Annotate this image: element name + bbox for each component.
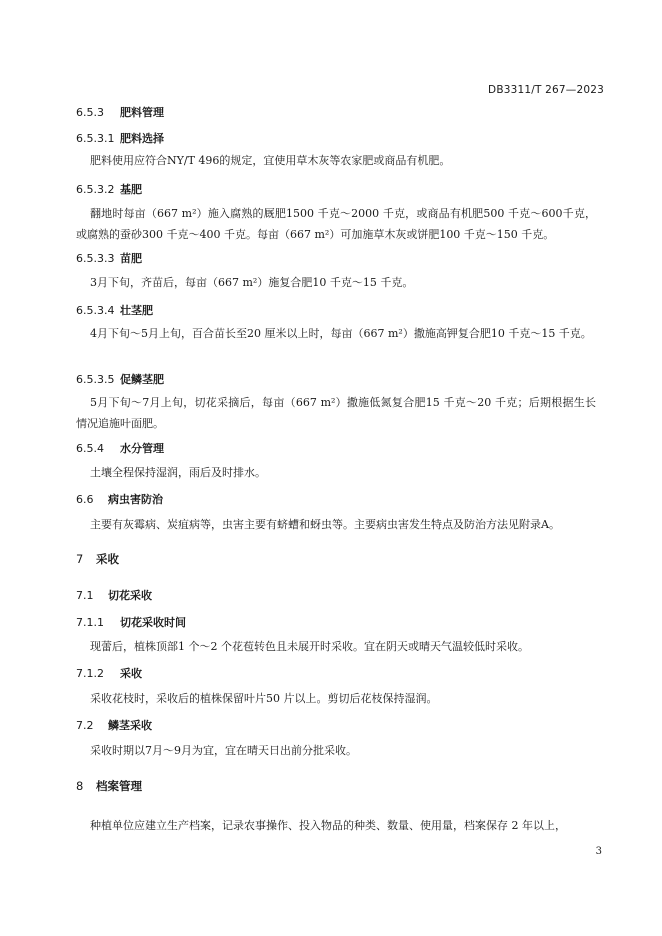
paragraph-pest-control: 主要有灰霉病、炭疽病等，虫害主要有蛴螬和蚜虫等。主要病虫害发生特点及防治方法见附录A。 bbox=[90, 518, 560, 531]
paragraph-stem-fertilizer: 4月下旬～5月上旬，百合苗长至20 厘米以上时，每亩（667 m²）撒施高钾复合肥10 千克～15 千克。 bbox=[90, 327, 592, 340]
section-title: 壮茎肥 bbox=[120, 304, 153, 317]
section-heading-7-1-2 bbox=[76, 665, 142, 681]
section-number: 7 bbox=[76, 552, 84, 566]
section-title: 档案管理 bbox=[96, 779, 142, 793]
section-number: 6.5.3.5 bbox=[76, 373, 115, 386]
section-heading-7-2 bbox=[76, 717, 152, 733]
paragraph-harvest-timing: 现蕾后，植株顶部1 个～2 个花苞转色且未展开时采收。宜在阴天或晴天气温较低时采收。 bbox=[90, 640, 529, 653]
section-number: 8 bbox=[76, 779, 84, 793]
section-heading-6-5-3-1 bbox=[76, 130, 164, 146]
section-number: 6.5.3.1 bbox=[76, 132, 115, 145]
section-title: 苗肥 bbox=[120, 252, 142, 265]
section-number: 6.5.4 bbox=[76, 442, 104, 455]
section-heading-6-5-4 bbox=[76, 440, 164, 456]
section-title: 促鳞茎肥 bbox=[120, 373, 164, 386]
chapter-heading-7 bbox=[76, 551, 119, 567]
section-number: 7.1.2 bbox=[76, 667, 104, 680]
paragraph-fertilizer-selection: 肥料使用应符合NY/T 496的规定，宜使用草木灰等农家肥或商品有机肥。 bbox=[90, 154, 451, 167]
section-heading-6-5-3-5 bbox=[76, 371, 164, 387]
section-number: 6.6 bbox=[76, 493, 94, 506]
chapter-heading-8 bbox=[76, 778, 142, 794]
paragraph-harvest: 采收花枝时，采收后的植株保留叶片50 片以上。剪切后花枝保持湿润。 bbox=[90, 692, 438, 705]
section-title: 病虫害防治 bbox=[108, 493, 163, 506]
paragraph-bulb-fertilizer: 5月下旬～7月上旬，切花采摘后，每亩（667 m²）撒施低氮复合肥15 千克～20 千克；后期根据生长情况追施叶面肥。 bbox=[76, 396, 596, 430]
section-heading-7-1 bbox=[76, 587, 152, 603]
section-title: 鳞茎采收 bbox=[108, 719, 152, 732]
section-number: 6.5.3 bbox=[76, 106, 104, 119]
section-title: 切花采收 bbox=[108, 589, 152, 602]
section-number: 6.5.3.2 bbox=[76, 183, 115, 196]
section-title: 肥料管理 bbox=[120, 106, 164, 119]
section-number: 7.1 bbox=[76, 589, 94, 602]
section-number: 7.1.1 bbox=[76, 616, 104, 629]
paragraph-seedling-fertilizer: 3月下旬，齐苗后，每亩（667 m²）施复合肥10 千克～15 千克。 bbox=[90, 276, 414, 289]
document-code: DB3311/T 267—2023 bbox=[488, 84, 604, 96]
section-title: 采收 bbox=[120, 667, 142, 680]
section-number: 6.5.3.3 bbox=[76, 252, 115, 265]
section-heading-7-1-1 bbox=[76, 614, 186, 630]
section-heading-6-5-3-3 bbox=[76, 250, 142, 266]
page-number: 3 bbox=[595, 846, 602, 857]
paragraph-water-management: 土壤全程保持湿润，雨后及时排水。 bbox=[90, 466, 266, 479]
paragraph-records: 种植单位应建立生产档案，记录农事操作、投入物品的种类、数量、使用量，档案保存 2 年以上， bbox=[90, 819, 566, 832]
section-title: 肥料选择 bbox=[120, 132, 164, 145]
section-title: 切花采收时间 bbox=[120, 616, 186, 629]
section-heading-6-5-3-2 bbox=[76, 181, 142, 197]
section-title: 基肥 bbox=[120, 183, 142, 196]
section-heading-6-5-3-4 bbox=[76, 302, 153, 318]
section-title: 采收 bbox=[96, 552, 119, 566]
paragraph-bulb-harvest: 采收时期以7月～9月为宜，宜在晴天日出前分批采收。 bbox=[90, 744, 357, 757]
paragraph-base-fertilizer: 翻地时每亩（667 m²）施入腐熟的厩肥1500 千克～2000 千克，或商品有机肥500 千克～600千克，或腐熟的蚕砂300 千克～400 千克。每亩（667 m²）可加施草木灰或饼肥100 千克～150 千克。 bbox=[76, 207, 596, 241]
section-heading-6-6 bbox=[76, 491, 163, 507]
section-number: 7.2 bbox=[76, 719, 94, 732]
section-heading-6-5-3 bbox=[76, 104, 164, 120]
section-title: 水分管理 bbox=[120, 442, 164, 455]
section-number: 6.5.3.4 bbox=[76, 304, 115, 317]
